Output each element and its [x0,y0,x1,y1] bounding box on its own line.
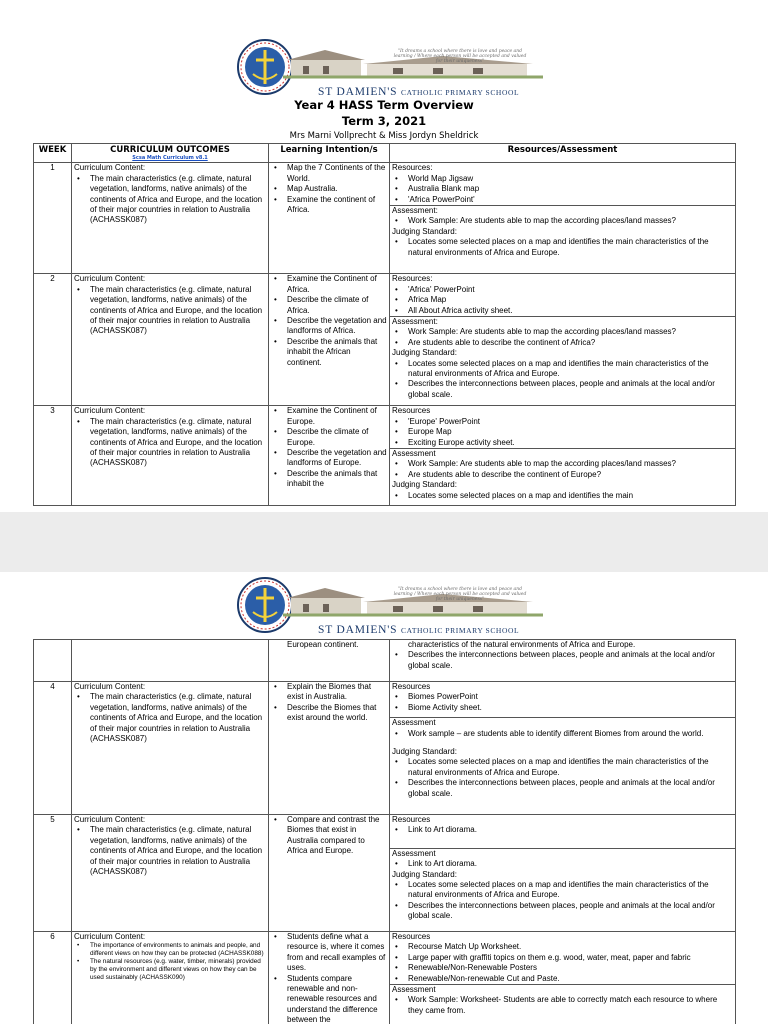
judging-item: • Describes the interconnections between places, people and animals at the local and/or global scale. [408,901,733,922]
resources-label: Resources [392,682,431,691]
resource-item: • Europe Map [408,427,733,437]
overview-table-continued [33,639,736,1024]
header-outcomes-label: CURRICULUM OUTCOMES [110,145,230,155]
resource-item: • All About Africa activity sheet. [408,306,733,316]
school-name-main: ST DAMIEN'S [318,624,398,636]
intention-item: • Describe the Biomes that exist around the world. [287,703,387,724]
assessment-label: Assessment [392,848,436,858]
outcome-item: • The main characteristics (e.g. climate, natural vegetation, landforms, native animals) of the continents of Africa and Europe, and the location of their major countries in relation to Australia (ACHASSK087) [90,692,266,744]
outcomes-cell [72,163,269,274]
assessment-item: • Work Sample: Worksheet- Students are able to correctly match each resource to where they came from. [408,995,733,1016]
header-outcomes [72,144,269,163]
resources-cell [390,640,736,682]
assessment-item: • Work Sample: Are students able to map the according places/land masses? [408,327,733,337]
intention-cell [269,163,390,274]
resources-label: Resources: [392,163,433,173]
school-name-sub: CATHOLIC PRIMARY SCHOOL [401,88,520,97]
school-name [318,624,519,636]
intention-item: • Describe the animals that inhabit the [287,469,387,490]
judging-item: • Locates some selected places on a map and identifies the main characteristics of the natural environments of Africa and Europe. [408,880,733,901]
outcome-item: • The natural resources (e.g. water, timber, minerals) provided by the environment and different views on how they can be used sustainably (ACHASSK090) [90,958,266,982]
assessment-label: Assessment [392,449,436,459]
curriculum-content-label: Curriculum Content: [74,682,146,691]
assessment-section [390,984,735,1016]
assessment-section [390,448,735,501]
outcome-item: • The main characteristics (e.g. climate, natural vegetation, landforms, native animals) of the continents of Africa and Europe, and the location of their major countries in relation to Australia (ACHASSK087) [90,417,266,469]
judging-item: • Describes the interconnections between places, people and animals at the local and/or global scale. [408,650,733,671]
judging-item: • Describes the interconnections between places, people and animals at the local and/or global scale. [408,778,733,799]
assessment-section [390,848,735,922]
outcome-item: • The main characteristics (e.g. climate, natural vegetation, landforms, native animals) of the continents of Africa and Europe, and the location of their major countries in relation to Australia (ACHASSK087) [90,825,266,877]
resources-cell [390,163,736,274]
resources-label: Resources: [392,274,433,284]
assessment-item: • Work sample – are students able to identify different Biomes from around the world. [408,729,733,739]
judging-item: • Locates some selected places on a map and identifies the main [408,491,733,501]
header-week: WEEK [34,144,72,163]
resource-item: • Biome Activity sheet. [408,703,733,713]
school-name-main: ST DAMIEN'S [318,86,398,98]
assessment-label: Assessment: [392,206,438,216]
intention-cell [269,682,390,815]
table-row-week-3-continued [34,640,736,682]
resources-label: Resources [392,932,431,941]
judging-label: Judging Standard: [392,747,457,757]
week-number: 6 [34,932,72,1024]
letterhead [0,576,768,638]
resources-label: Resources [392,815,431,824]
page-two [0,572,768,1024]
outcome-item: • The importance of environments to animals and people, and different views on how they can be protected (ACHASSK088) [90,942,266,958]
header-resources: Resources/Assessment [390,144,736,163]
school-name-sub: CATHOLIC PRIMARY SCHOOL [401,626,520,635]
outcome-item: • The main characteristics (e.g. climate, natural vegetation, landforms, native animals) of the continents of Africa and Europe, and the location of their major countries in relation to Australia (ACHASSK087) [90,174,266,226]
intention-item: • Map the 7 Continents of the World. [287,163,387,184]
resource-item: • Large paper with graffiti topics on them e.g. wood, water, meat, paper and fabric [408,953,733,963]
page-gap [0,512,768,572]
intention-item: • Describe the climate of Europe. [287,427,387,448]
outcomes-cell-empty [72,640,269,682]
school-motto: "It dreams a school where there is love and peace and learning / Where each person will be accepted and valued for their uniqueness" [393,587,527,602]
resource-item: • Exciting Europe activity sheet. [408,438,733,448]
assessment-section [390,717,735,799]
judging-item: • Locates some selected places on a map and identifies the main characteristics of the natural environments of Africa and Europe. [408,237,733,258]
assessment-item: • Work Sample: Are students able to map the according places/land masses? [408,459,733,469]
judging-label: Judging Standard: [392,869,457,879]
table-row-week-5 [34,815,736,932]
assessment-item: • Are students able to describe the continent of Europe? [408,470,733,480]
resources-cell [390,815,736,932]
resource-item: • Renewable/Non-renewable Cut and Paste. [408,974,733,984]
outcomes-cell [72,932,269,1024]
intention-item: • Describe the animals that inhabit the African continent. [287,337,387,368]
resource-item: • Australia Blank map [408,184,733,194]
resources-cell [390,682,736,815]
intention-item: • Students compare renewable and non-renewable resources and understand the difference between the [287,974,387,1024]
overview-table [33,143,736,506]
intention-cell [269,815,390,932]
curriculum-content-label: Curriculum Content: [74,932,146,941]
week-number: 3 [34,406,72,506]
table-row-week-2 [34,274,736,406]
outcomes-cell [72,682,269,815]
table-header-row [34,144,736,163]
assessment-item: • Link to Art diorama. [408,859,733,869]
resource-item: • 'Africa PowerPoint' [408,195,733,205]
table-row-week-3 [34,406,736,506]
resource-item: • Renewable/Non-Renewable Posters [408,963,733,973]
resource-item: • 'Europe' PowerPoint [408,417,733,427]
judging-item: • Locates some selected places on a map and identifies the main characteristics of the natural environments of Africa and Europe. [408,359,733,380]
intention-item: • Describe the climate of Africa. [287,295,387,316]
resource-item: • 'Africa' PowerPoint [408,285,733,295]
resources-cell [390,274,736,406]
judging-item: • Describes the interconnections between places, people and animals at the local and/or global scale. [408,379,733,400]
week-number: 1 [34,163,72,274]
curriculum-content-label: Curriculum Content: [74,163,146,173]
resource-item: • Recourse Match Up Worksheet. [408,942,733,952]
document-term: Term 3, 2021 [341,114,427,128]
week-number: 2 [34,274,72,406]
intention-item: • Examine the Continent of Europe. [287,406,387,427]
resources-cell [390,406,736,506]
assessment-item: • Are students able to describe the continent of Africa? [408,338,733,348]
curriculum-content-label: Curriculum Content: [74,406,146,416]
week-number-empty [34,640,72,682]
table-row-week-4 [34,682,736,815]
judging-item: • Locates some selected places on a map and identifies the main characteristics of the natural environments of Africa and Europe. [408,757,733,778]
assessment-item: • Work Sample: Are students able to map the according places/land masses? [408,216,733,226]
week-number: 5 [34,815,72,932]
intention-continued: European continent. [287,640,359,649]
resource-item: • Biomes PowerPoint [408,692,733,702]
document-teachers: Mrs Marni Vollprecht & Miss Jordyn Sheldrick [289,131,479,141]
resources-cell [390,932,736,1024]
intention-cell [269,640,390,682]
assessment-section [390,316,735,400]
math-curriculum-link[interactable]: Scsa Math Curriculum v8.1 [132,155,208,162]
school-motto: "It dreams a school where there is love and peace and learning / Where each person will be accepted and valued for their uniqueness" [393,49,527,64]
table-row-week-6 [34,932,736,1024]
outcomes-cell [72,274,269,406]
intention-cell [269,932,390,1024]
assessment-label: Assessment [392,718,436,728]
header-intention: Learning Intention/s [269,144,390,163]
intention-cell [269,274,390,406]
judging-label: Judging Standard: [392,226,457,236]
resource-item: • World Map Jigsaw [408,174,733,184]
resource-item: • Africa Map [408,295,733,305]
intention-item: • Students define what a resource is, where it comes from and recall examples of uses. [287,932,387,974]
document-title: Year 4 HASS Term Overview [294,98,474,112]
intention-cell [269,406,390,506]
intention-item: • Describe the vegetation and landforms of Europe. [287,448,387,469]
intention-item: • Examine the continent of Africa. [287,195,387,216]
intention-item: • Describe the vegetation and landforms of Africa. [287,316,387,337]
assessment-section [390,205,735,258]
intention-item: • Map Australia. [287,184,387,194]
judging-label: Judging Standard: [392,480,457,490]
outcomes-cell [72,815,269,932]
assessment-label: Assessment [392,985,436,995]
assessment-label: Assessment: [392,317,438,327]
letterhead [0,38,768,100]
school-name [318,86,519,98]
intention-item: • Compare and contrast the Biomes that exist in Australia compared to Africa and Europe. [287,815,387,857]
week-number: 4 [34,682,72,815]
curriculum-content-label: Curriculum Content: [74,815,146,824]
outcomes-cell [72,406,269,506]
curriculum-content-label: Curriculum Content: [74,274,146,284]
outcome-item: • The main characteristics (e.g. climate, natural vegetation, landforms, native animals) of the continents of Africa and Europe, and the location of their major countries in relation to Australia (ACHASSK087) [90,285,266,337]
table-row-week-1 [34,163,736,274]
resource-item: • Link to Art diorama. [408,825,733,835]
judging-continued: characteristics of the natural environments of Africa and Europe. [408,640,636,649]
judging-label: Judging Standard: [392,348,457,358]
intention-item: • Explain the Biomes that exist in Australia. [287,682,387,703]
resources-label: Resources [392,406,431,416]
intention-item: • Examine the Continent of Africa. [287,274,387,295]
